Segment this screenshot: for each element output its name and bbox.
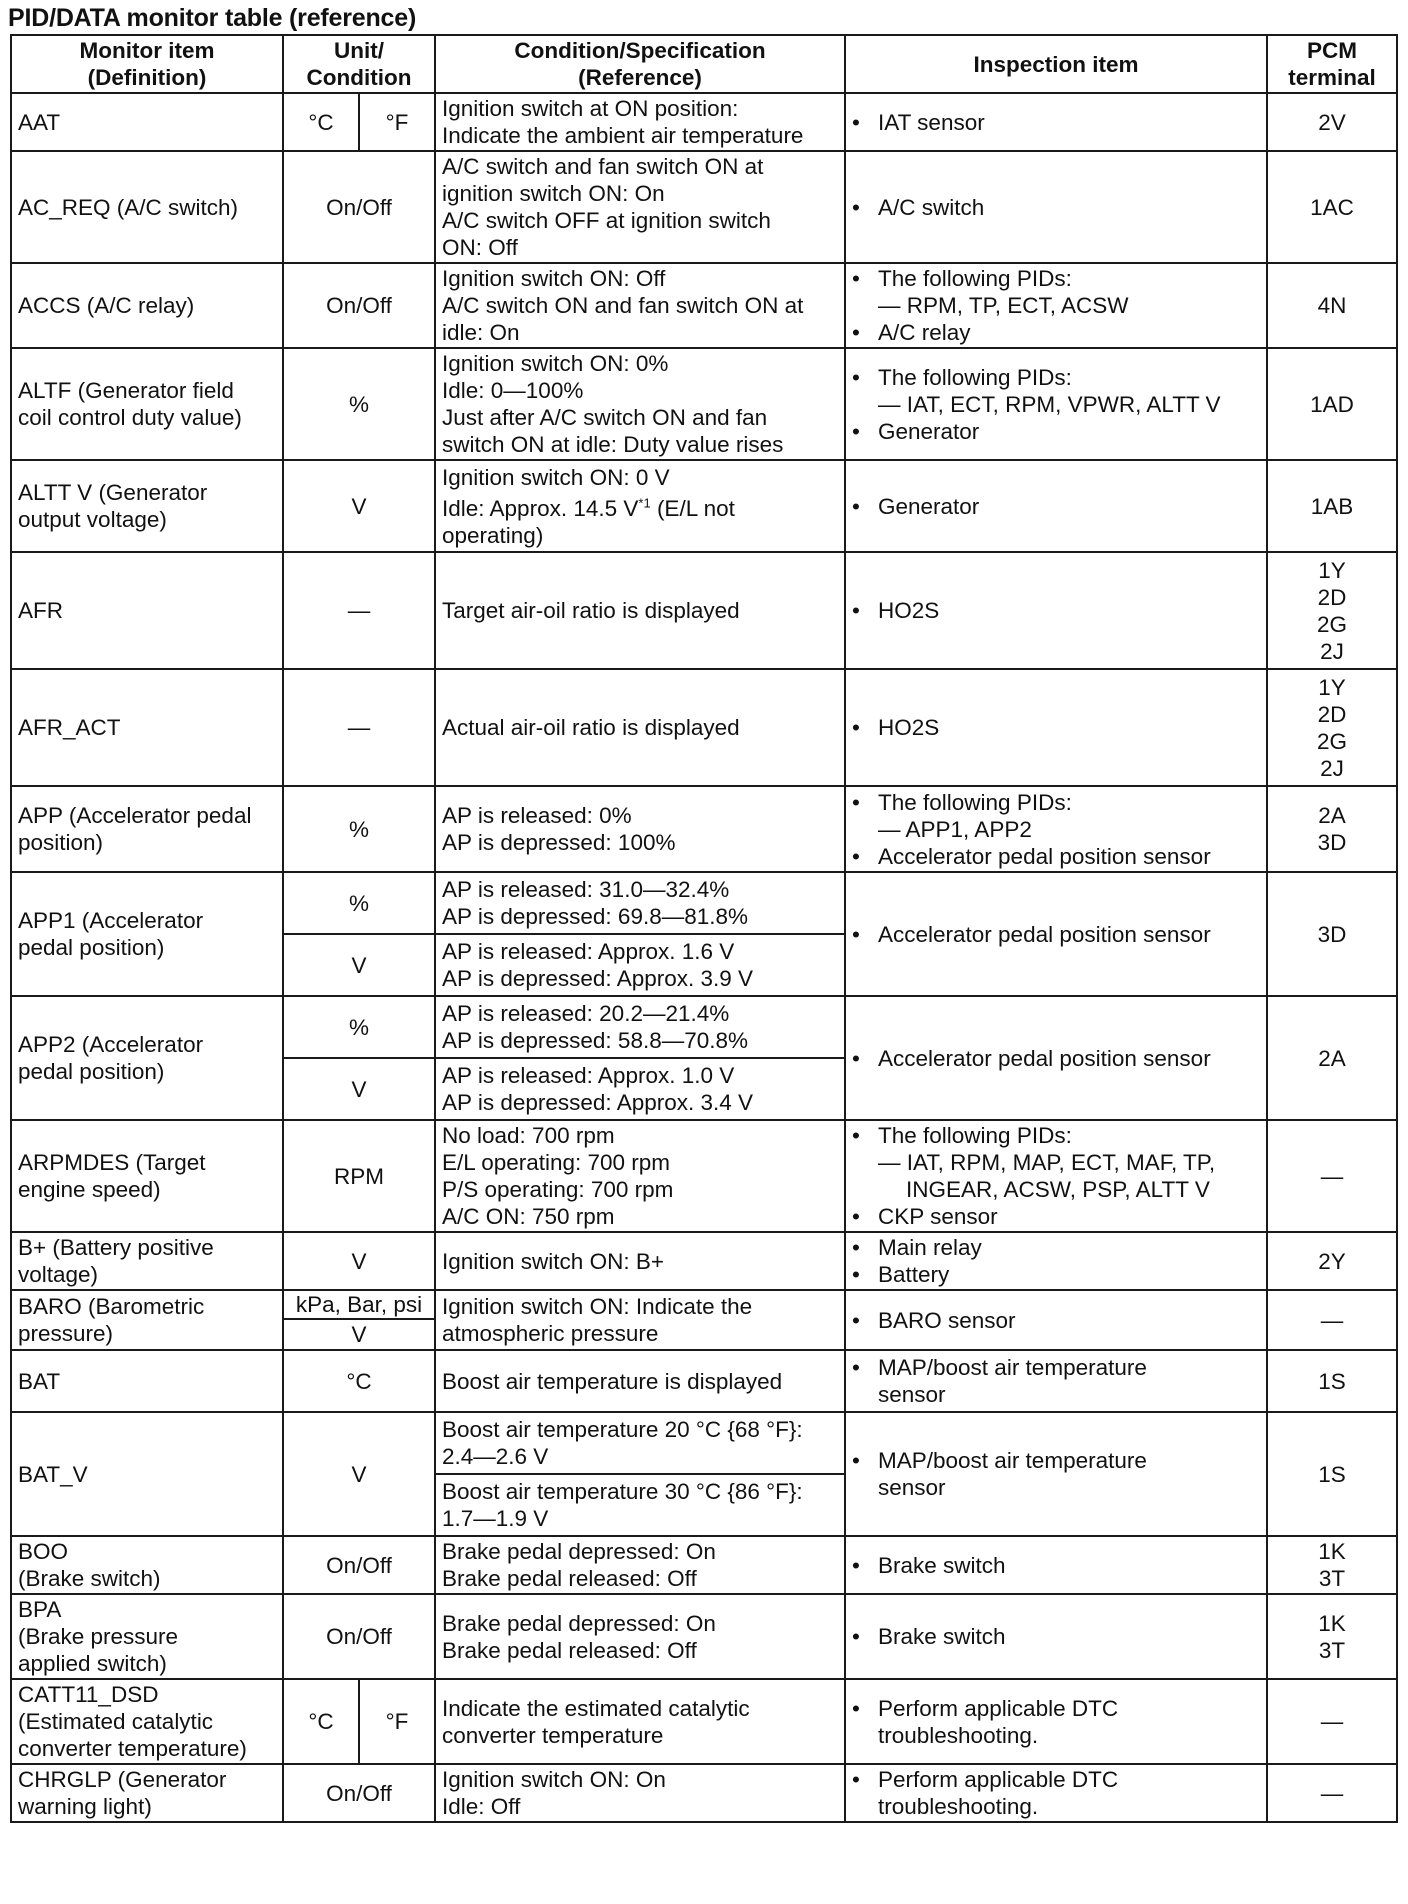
condition: Boost air temperature 20 °C {68 °F}: 2.4—2.6 V	[435, 1412, 845, 1474]
condition: Brake pedal depressed: On Brake pedal released: Off	[435, 1594, 845, 1679]
table-row	[11, 460, 1397, 552]
pcm-terminal: 1AC	[1267, 151, 1397, 263]
table-row	[11, 93, 1397, 151]
table-row	[11, 786, 1397, 872]
monitor-item: APP1 (Accelerator pedal position)	[11, 872, 283, 996]
table-row	[11, 1290, 1397, 1319]
unit: V	[283, 1412, 435, 1536]
table-row	[11, 1350, 1397, 1412]
condition: No load: 700 rpm E/L operating: 700 rpm P/S operating: 700 rpm A/C ON: 750 rpm	[435, 1120, 845, 1232]
condition: AP is released: 20.2—21.4% AP is depressed: 58.8—70.8%	[435, 996, 845, 1058]
unit: On/Off	[283, 151, 435, 263]
unit: —	[283, 669, 435, 786]
pcm-terminal: 2Y	[1267, 1232, 1397, 1290]
condition: Ignition switch at ON position: Indicate the ambient air temperature	[435, 93, 845, 151]
monitor-item: AC_REQ (A/C switch)	[11, 151, 283, 263]
page-title: PID/DATA monitor table (reference)	[8, 4, 417, 32]
monitor-item: APP2 (Accelerator pedal position)	[11, 996, 283, 1120]
condition: AP is released: 31.0—32.4% AP is depressed: 69.8—81.8%	[435, 872, 845, 934]
pcm-terminal: —	[1267, 1290, 1397, 1350]
inspection-item: • Accelerator pedal position sensor	[845, 872, 1267, 996]
table-row	[11, 1120, 1397, 1232]
inspection-item: • Perform applicable DTC troubleshooting.	[845, 1764, 1267, 1822]
unit: —	[283, 552, 435, 669]
condition: Ignition switch ON: 0 V Idle: Approx. 14.5 $V^{*1}$ (E/L not operating)	[435, 460, 845, 552]
pid-data-table	[10, 34, 1398, 1823]
header-pcm-terminal: PCM terminal	[1267, 35, 1397, 93]
pcm-terminal: 2A 3D	[1267, 786, 1397, 872]
condition: Brake pedal depressed: On Brake pedal released: Off	[435, 1536, 845, 1594]
unit-fahrenheit: °F	[359, 93, 435, 151]
pcm-terminal: 1K 3T	[1267, 1536, 1397, 1594]
header-condition-specification: Condition/Specification (Reference)	[435, 35, 845, 93]
pcm-terminal: 1Y 2D 2G 2J	[1267, 669, 1397, 786]
header-monitor-item: Monitor item (Definition)	[11, 35, 283, 93]
unit: RPM	[283, 1120, 435, 1232]
table-row	[11, 1679, 1397, 1764]
table-row	[11, 872, 1397, 934]
pcm-terminal: 1AB	[1267, 460, 1397, 552]
inspection-item: • MAP/boost air temperature sensor	[845, 1412, 1267, 1536]
pcm-terminal: 4N	[1267, 263, 1397, 348]
table-row	[11, 1232, 1397, 1290]
table-row	[11, 996, 1397, 1058]
monitor-item: AFR_ACT	[11, 669, 283, 786]
condition: Target air-oil ratio is displayed	[435, 552, 845, 669]
condition: AP is released: 0% AP is depressed: 100%	[435, 786, 845, 872]
pcm-terminal: —	[1267, 1679, 1397, 1764]
monitor-item: BARO (Barometric pressure)	[11, 1290, 283, 1350]
header-inspection-item: Inspection item	[845, 35, 1267, 93]
pcm-terminal: 1AD	[1267, 348, 1397, 460]
condition: Ignition switch ON: Off A/C switch ON and fan switch ON at idle: On	[435, 263, 845, 348]
table-row	[11, 1764, 1397, 1822]
unit: On/Off	[283, 1536, 435, 1594]
table-row	[11, 552, 1397, 669]
monitor-item: ALTF (Generator field coil control duty value)	[11, 348, 283, 460]
pcm-terminal: 2A	[1267, 996, 1397, 1120]
inspection-item: • HO2S	[845, 552, 1267, 669]
condition: AP is released: Approx. 1.0 V AP is depressed: Approx. 3.4 V	[435, 1058, 845, 1120]
condition: Boost air temperature 30 °C {86 °F}: 1.7—1.9 V	[435, 1474, 845, 1536]
unit: V	[283, 1319, 435, 1350]
monitor-item: B+ (Battery positive voltage)	[11, 1232, 283, 1290]
pcm-terminal: 3D	[1267, 872, 1397, 996]
table-row	[11, 1594, 1397, 1679]
condition: Ignition switch ON: 0% Idle: 0—100% Just after A/C switch ON and fan switch ON at idle: Duty value rises	[435, 348, 845, 460]
condition: Ignition switch ON: On Idle: Off	[435, 1764, 845, 1822]
unit: %	[283, 786, 435, 872]
unit: %	[283, 348, 435, 460]
condition: AP is released: Approx. 1.6 V AP is depressed: Approx. 3.9 V	[435, 934, 845, 996]
inspection-item: • Brake switch	[845, 1594, 1267, 1679]
monitor-item: AFR	[11, 552, 283, 669]
condition: A/C switch and fan switch ON at ignition switch ON: On A/C switch OFF at ignition switch ON: Off	[435, 151, 845, 263]
monitor-item: CATT11_DSD (Estimated catalytic converter temperature)	[11, 1679, 283, 1764]
pcm-terminal: 2V	[1267, 93, 1397, 151]
monitor-item: ALTT V (Generator output voltage)	[11, 460, 283, 552]
monitor-item: ACCS (A/C relay)	[11, 263, 283, 348]
condition: Ignition switch ON: Indicate the atmospheric pressure	[435, 1290, 845, 1350]
table-row	[11, 348, 1397, 460]
pcm-terminal: 1S	[1267, 1412, 1397, 1536]
unit: On/Off	[283, 1594, 435, 1679]
unit: V	[283, 460, 435, 552]
pcm-terminal: 1S	[1267, 1350, 1397, 1412]
unit: °C	[283, 1350, 435, 1412]
unit: On/Off	[283, 263, 435, 348]
table-row	[11, 669, 1397, 786]
inspection-item: • The following PIDs: — IAT, RPM, MAP, ECT, MAF, TP, INGEAR, ACSW, PSP, ALTT V • CKP sensor	[845, 1120, 1267, 1232]
pcm-terminal: —	[1267, 1764, 1397, 1822]
inspection-item: • Perform applicable DTC troubleshooting.	[845, 1679, 1267, 1764]
unit: %	[283, 996, 435, 1058]
unit-fahrenheit: °F	[359, 1679, 435, 1764]
monitor-item: BPA (Brake pressure applied switch)	[11, 1594, 283, 1679]
inspection-item: • A/C switch	[845, 151, 1267, 263]
unit: V	[283, 934, 435, 996]
monitor-item: CHRGLP (Generator warning light)	[11, 1764, 283, 1822]
monitor-item: AAT	[11, 93, 283, 151]
unit: V	[283, 1058, 435, 1120]
inspection-item: • Generator	[845, 460, 1267, 552]
table-row	[11, 263, 1397, 348]
inspection-item: • Main relay • Battery	[845, 1232, 1267, 1290]
table-row	[11, 1536, 1397, 1594]
condition: Ignition switch ON: B+	[435, 1232, 845, 1290]
inspection-item: • MAP/boost air temperature sensor	[845, 1350, 1267, 1412]
unit: V	[283, 1232, 435, 1290]
pcm-terminal: 1K 3T	[1267, 1594, 1397, 1679]
table-row	[11, 151, 1397, 263]
monitor-item: BOO (Brake switch)	[11, 1536, 283, 1594]
header-row	[11, 35, 1397, 93]
inspection-item: • The following PIDs: — APP1, APP2 • Accelerator pedal position sensor	[845, 786, 1267, 872]
inspection-item: • Accelerator pedal position sensor	[845, 996, 1267, 1120]
condition: Boost air temperature is displayed	[435, 1350, 845, 1412]
unit-celsius: °C	[283, 93, 359, 151]
monitor-item: BAT	[11, 1350, 283, 1412]
inspection-item: • IAT sensor	[845, 93, 1267, 151]
condition: Indicate the estimated catalytic converter temperature	[435, 1679, 845, 1764]
inspection-item: • BARO sensor	[845, 1290, 1267, 1350]
pcm-terminal: 1Y 2D 2G 2J	[1267, 552, 1397, 669]
monitor-item: APP (Accelerator pedal position)	[11, 786, 283, 872]
table-row	[11, 1412, 1397, 1474]
unit: On/Off	[283, 1764, 435, 1822]
unit-celsius: °C	[283, 1679, 359, 1764]
header-unit-condition: Unit/ Condition	[283, 35, 435, 93]
inspection-item: • The following PIDs: — IAT, ECT, RPM, VPWR, ALTT V • Generator	[845, 348, 1267, 460]
condition: Actual air-oil ratio is displayed	[435, 669, 845, 786]
inspection-item: • HO2S	[845, 669, 1267, 786]
inspection-item: • The following PIDs: — RPM, TP, ECT, ACSW • A/C relay	[845, 263, 1267, 348]
unit: %	[283, 872, 435, 934]
monitor-item: ARPMDES (Target engine speed)	[11, 1120, 283, 1232]
inspection-item: • Brake switch	[845, 1536, 1267, 1594]
pcm-terminal: —	[1267, 1120, 1397, 1232]
monitor-item: BAT_V	[11, 1412, 283, 1536]
unit: kPa, Bar, psi	[283, 1290, 435, 1319]
